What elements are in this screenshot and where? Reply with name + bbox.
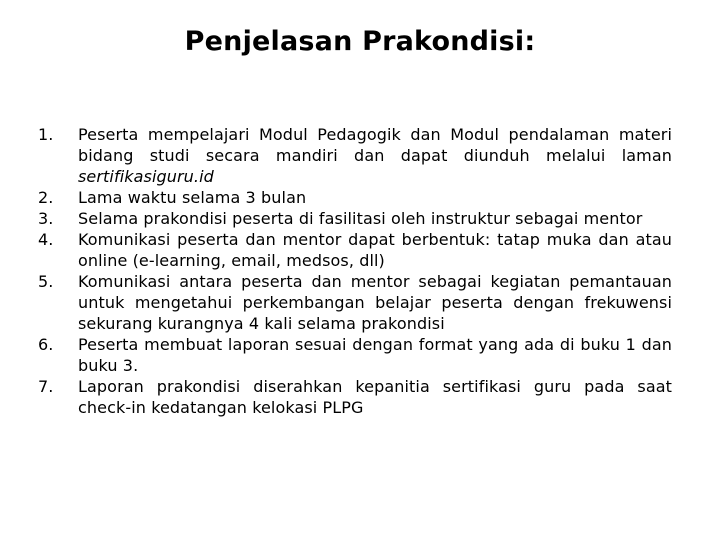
list-item — [38, 376, 672, 418]
list-item — [38, 124, 672, 187]
list-item — [38, 271, 672, 334]
page-title: Penjelasan Prakondisi: — [184, 26, 536, 57]
list-item-number: 6. — [38, 335, 54, 354]
list-item-number: 5. — [38, 272, 54, 291]
list-item-text: Laporan prakondisi diserahkan kepanitia sertifikasi guru pada saat check-in kedatangan kelokasi PLPG — [78, 377, 672, 417]
list-item-text-body: Peserta mempelajari Modul Pedagogik dan Modul pendalaman materi bidang studi secara mandiri dan dapat diunduh melalui laman — [78, 125, 672, 165]
list-item-number: 4. — [38, 230, 54, 249]
list-item — [38, 229, 672, 271]
list-item-text: Selama prakondisi peserta di fasilitasi oleh instruktur sebagai mentor — [78, 209, 643, 228]
list-item — [38, 334, 672, 376]
website-link[interactable]: sertifikasiguru.id — [78, 167, 214, 186]
list-item-text: Lama waktu selama 3 bulan — [78, 188, 307, 207]
list-item — [38, 208, 672, 229]
list-item-text: Peserta membuat laporan sesuai dengan format yang ada di buku 1 dan buku 3. — [78, 335, 672, 375]
list-item-number: 7. — [38, 377, 54, 396]
list-item-text — [78, 124, 672, 187]
list-item — [38, 187, 672, 208]
list-item-number: 2. — [38, 188, 54, 207]
list-item-number: 1. — [38, 125, 54, 144]
list-item-number: 3. — [38, 209, 54, 228]
numbered-list — [38, 124, 672, 418]
list-item-text: Komunikasi antara peserta dan mentor sebagai kegiatan pemantauan untuk mengetahui perkembangan belajar peserta dengan frekuwensi sekurang kurangnya 4 kali selama prakondisi — [78, 272, 672, 333]
list-item-text: Komunikasi peserta dan mentor dapat berbentuk: tatap muka dan atau online (e-learning, email, medsos, dll) — [78, 230, 672, 270]
